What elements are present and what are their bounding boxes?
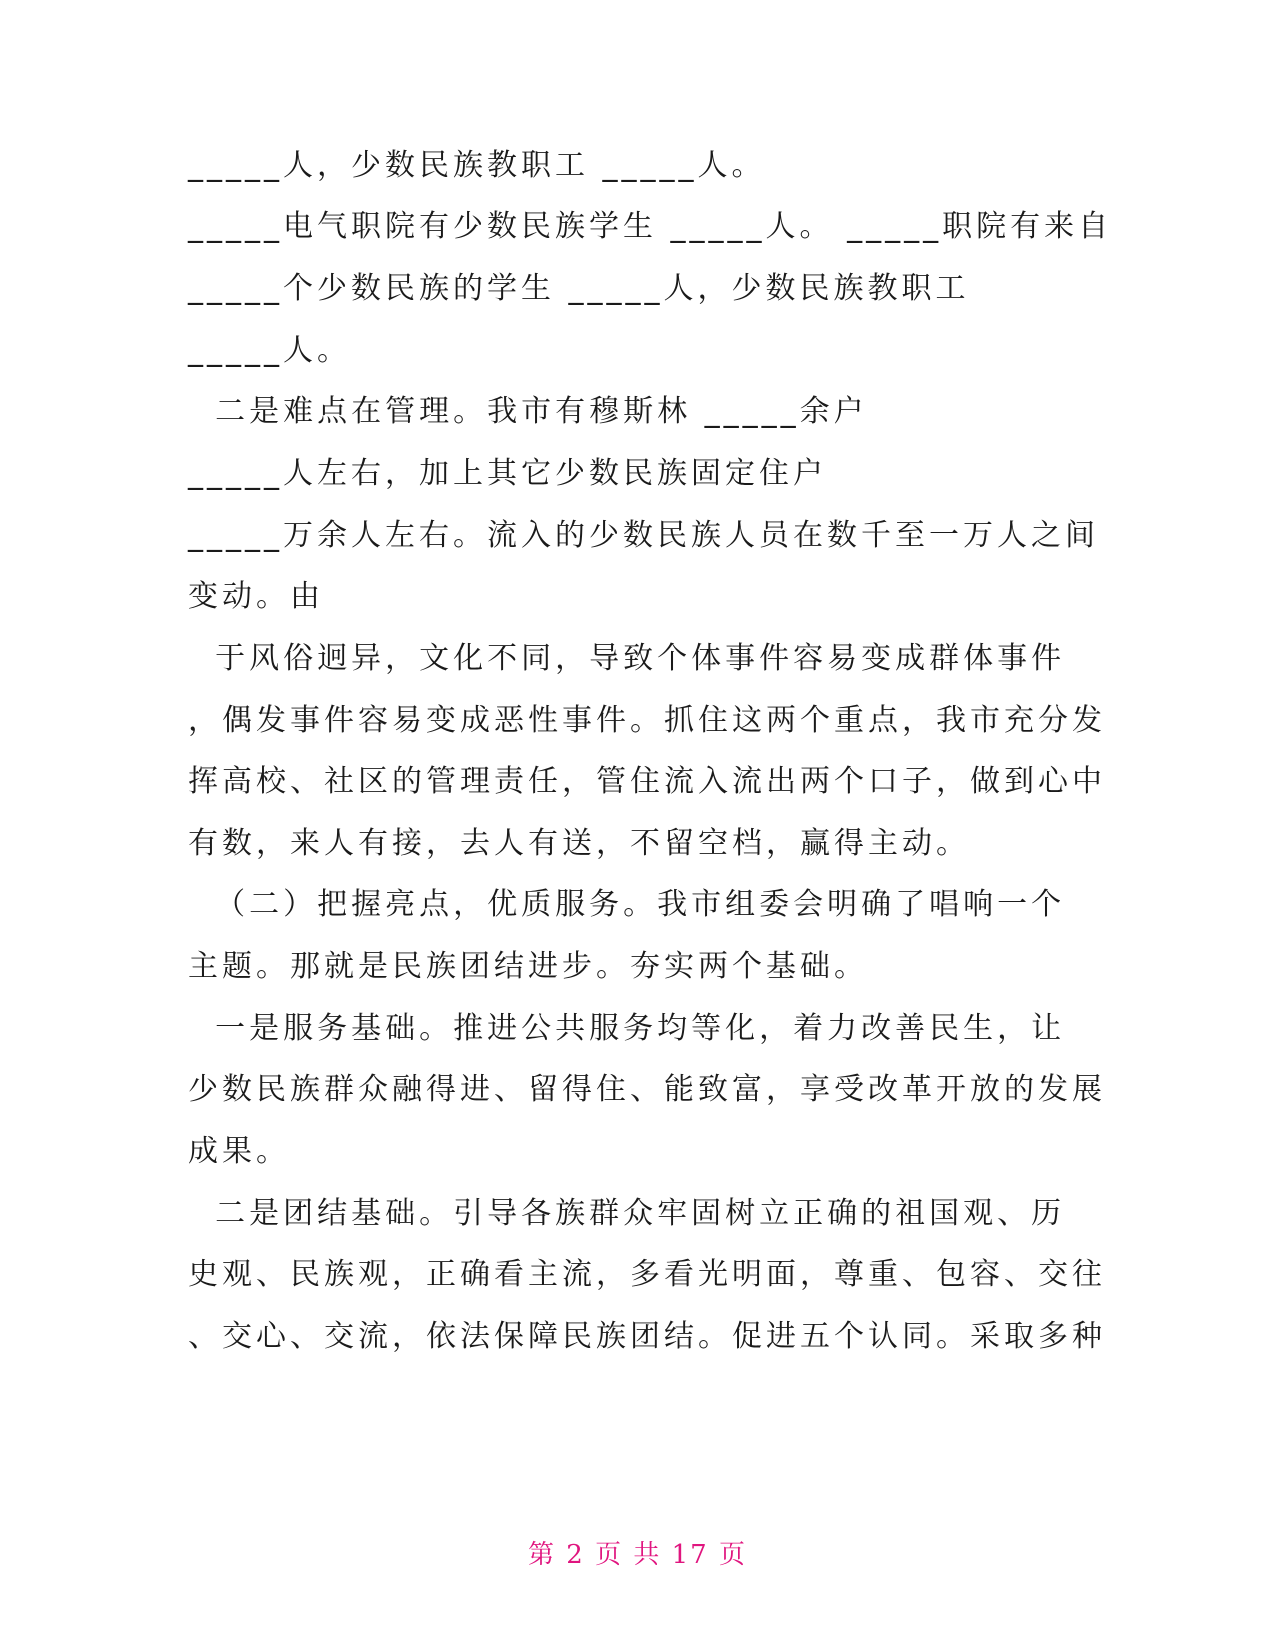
text-line: _____人，少数民族教职工 _____人。 — [188, 148, 766, 183]
text-line: _____电气职院有少数民族学生 _____人。 _____职院有来自 — [188, 209, 1113, 244]
text-line: （二）把握亮点，优质服务。我市组委会明确了唱响一个 — [188, 887, 1066, 922]
text-line: 二是难点在管理。我市有穆斯林 _____余户 — [188, 394, 868, 429]
text-line: _____个少数民族的学生 _____人，少数民族教职工 — [188, 271, 970, 306]
text-line: _____万余人左右。流入的少数民族人员在数千至一万人之间 — [188, 518, 1099, 553]
text-line: 、交心、交流，依法保障民族团结。促进五个认同。采取多种 — [188, 1319, 1106, 1354]
text-line: 主题。那就是民族团结进步。夯实两个基础。 — [188, 949, 868, 984]
text-line: 变动。由 — [188, 579, 324, 614]
text-line: 挥高校、社区的管理责任，管住流入流出两个口子，做到心中 — [188, 764, 1106, 799]
text-line: 有数，来人有接，去人有送，不留空档，赢得主动。 — [188, 826, 970, 861]
text-line: _____人。 — [188, 333, 351, 368]
text-line: ，偶发事件容易变成恶性事件。抓住这两个重点，我市充分发 — [188, 703, 1106, 738]
text-line: 成果。 — [188, 1134, 290, 1169]
text-line: 史观、民族观，正确看主流，多看光明面，尊重、包容、交往 — [188, 1257, 1106, 1292]
text-line: 二是团结基础。引导各族群众牢固树立正确的祖国观、历 — [188, 1196, 1066, 1231]
text-line: _____人左右，加上其它少数民族固定住户 — [188, 456, 827, 491]
text-line: 一是服务基础。推进公共服务均等化，着力改善民生，让 — [188, 1011, 1066, 1046]
text-line: 少数民族群众融得进、留得住、能致富，享受改革开放的发展 — [188, 1072, 1106, 1107]
text-line: 于风俗迥异，文化不同，导致个体事件容易变成群体事件 — [188, 641, 1066, 676]
page-number-footer: 第 2 页 共 17 页 — [528, 1540, 747, 1570]
